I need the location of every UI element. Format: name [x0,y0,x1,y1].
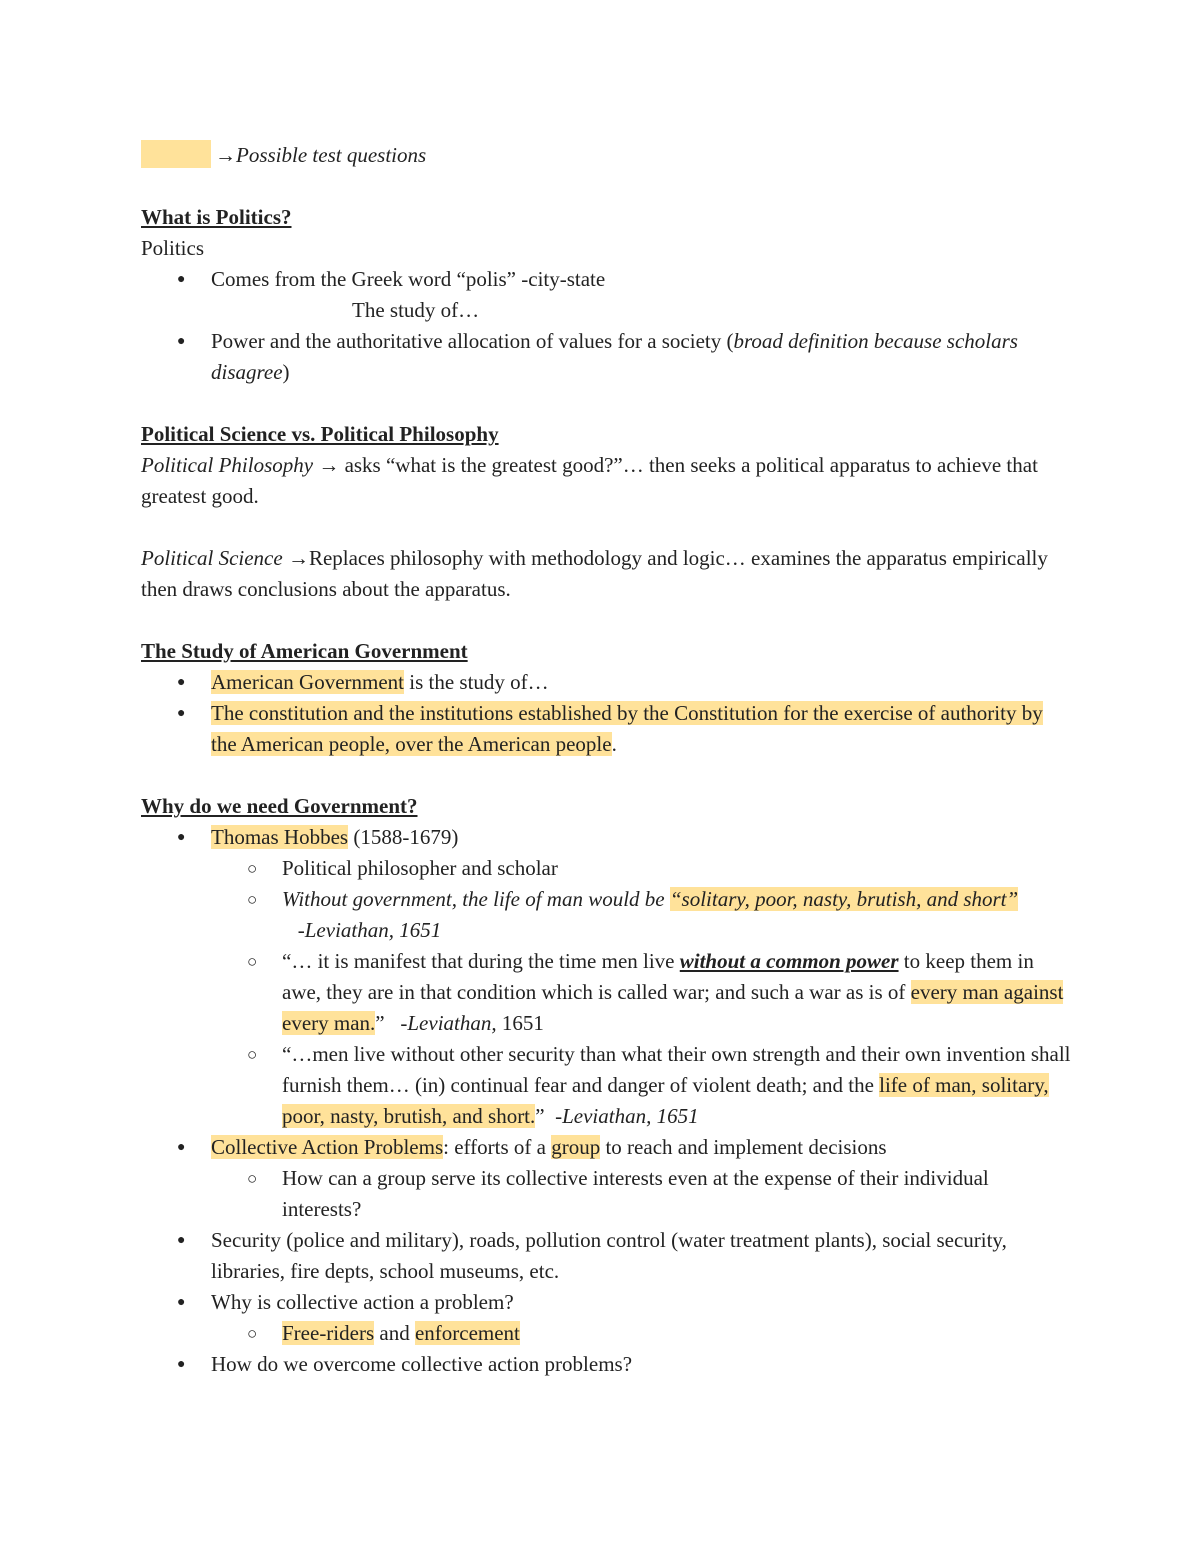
heading-what-is-politics: What is Politics? [141,205,292,229]
legend-text: →Possible test questions [215,143,427,167]
legend [141,140,1071,171]
hobbes-sublist [211,853,1071,1132]
highlight-swatch [141,140,211,168]
american-government-list [141,667,1071,760]
politics-list [141,264,1071,295]
list-item: ● Thomas Hobbes (1588-1679) ○ Political philosopher and scholar ○ Without government, the life of man would be “solitary, poor, nasty, brutish, and short” -Leviathan, 1651 ○ “… it is manifest that during the time men live without a common power to keep them in awe, they are in that condition which is called war; and such a war as is of every man against every man.” -Leviathan, 1651 ○ “…men live without other security than what their own strength and their own invention shall furnish them… (in) continual fear and danger of violent death; and the life of man, solitary, poor, nasty, brutish, and short.” -Leviathan, 1651 [141,822,1071,1132]
list-item: ○ How can a group serve its collective interests even at the expense of their individual interests? [141,1163,1071,1225]
list-item: ○ Free-riders and enforcement [141,1318,1071,1349]
list-item: ● Why is collective action a problem? ○ Free-riders and enforcement [141,1287,1071,1349]
document-page [141,140,1071,1380]
list-item: ● Comes from the Greek word “polis” -city-state [141,264,1071,295]
list-item: ● Power and the authoritative allocation of values for a society (broad definition because scholars disagree) [141,326,1071,388]
science-paragraph: Political Science →Replaces philosophy with methodology and logic… examines the apparatus empirically then draws conclusions about the apparatus. [141,546,1048,601]
politics-list-2 [141,326,1071,388]
why-sublist [211,1318,1071,1349]
list-item: ● The constitution and the institutions established by the Constitution for the exercise of authority by the American people, over the American people. [141,698,1071,760]
heading-why-government: Why do we need Government? [141,794,418,818]
heading-science-vs-philosophy: Political Science vs. Political Philosophy [141,422,499,446]
politics-label: Politics [141,236,205,260]
heading-american-government: The Study of American Government [141,639,468,663]
cap-sublist [211,1163,1071,1225]
philosophy-paragraph: Political Philosophy → asks “what is the greatest good?”… then seeks a political apparatus to achieve that greatest good. [141,453,1038,508]
list-item: ● Security (police and military), roads, pollution control (water treatment plants), social security, libraries, fire depts, school museums, etc. [141,1225,1071,1287]
list-item: ● How do we overcome collective action problems? [141,1349,1071,1380]
list-item: ● Collective Action Problems: efforts of a group to reach and implement decisions ○ How can a group serve its collective interests even at the expense of their individual interests? [141,1132,1071,1225]
list-item: ○ Without government, the life of man would be “solitary, poor, nasty, brutish, and short” -Leviathan, 1651 [141,884,1071,946]
list-item: ○ “…men live without other security than what their own strength and their own invention shall furnish them… (in) continual fear and danger of violent death; and the life of man, solitary, poor, nasty, brutish, and short.” -Leviathan, 1651 [141,1039,1071,1132]
list-item: ○ “… it is manifest that during the time men live without a common power to keep them in awe, they are in that condition which is called war; and such a war as is of every man against every man.” -Leviathan, 1651 [141,946,1071,1039]
list-item: ○ Political philosopher and scholar [141,853,1071,884]
why-government-list [141,822,1071,1380]
list-item: ● American Government is the study of… [141,667,1071,698]
study-of-text: The study of… [352,298,480,322]
